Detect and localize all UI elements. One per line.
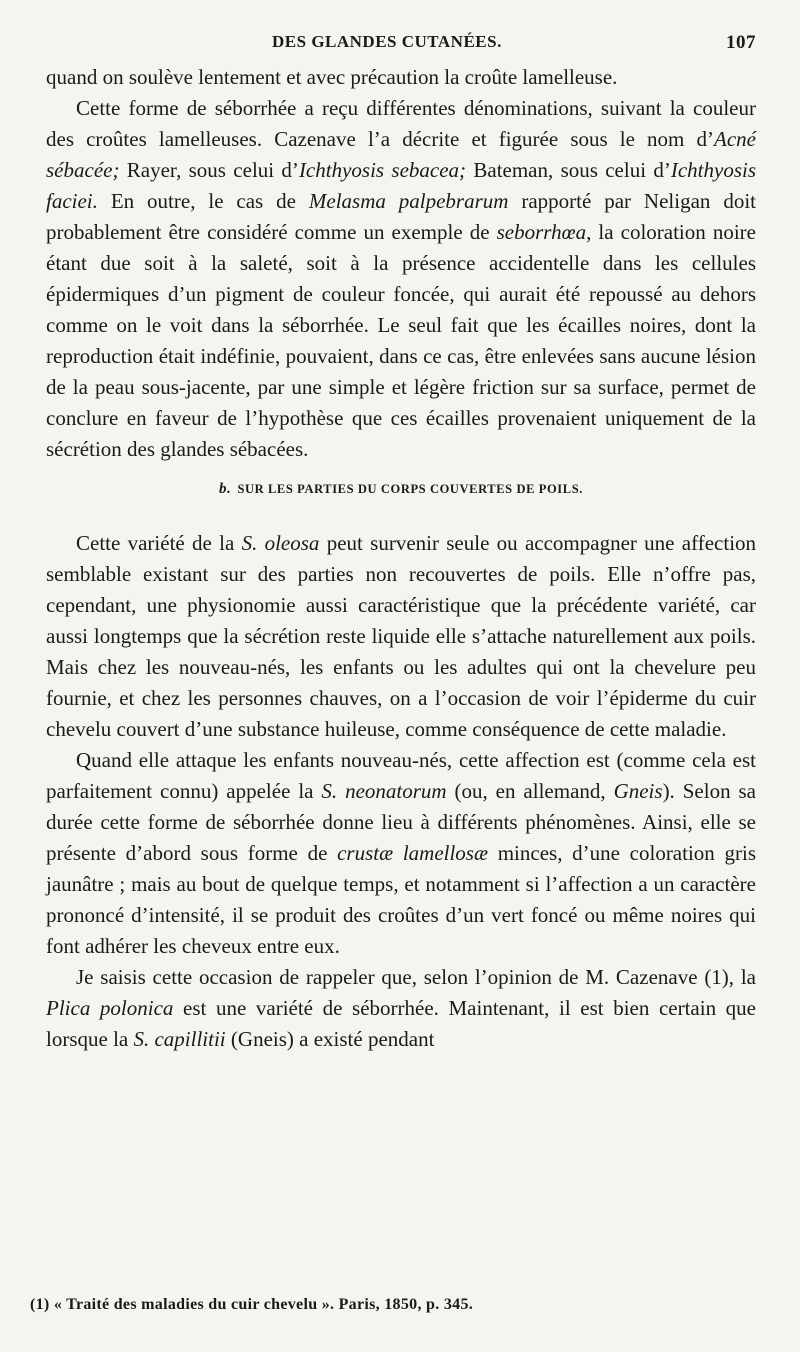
running-head	[46, 28, 756, 62]
italic-run: seborrhœa,	[496, 220, 592, 244]
text-run: quand on soulève lentement et avec précaution la croûte lamelleuse.	[46, 65, 618, 89]
page-number: 107	[726, 32, 756, 53]
paragraph	[46, 962, 756, 1055]
italic-run: Ichthyosis faciei.	[46, 158, 757, 213]
text-run: En outre, le cas de	[97, 189, 309, 213]
text-run: ). Selon sa durée cette forme de séborrhée donne lieu à différents phénomènes. Ainsi, elle se présente d’abord sous forme de	[46, 779, 756, 865]
text-run: peut survenir seule ou accompagner une affection semblable existant sur des parties non recouvertes de poils. Elle n’offre pas, cependant, une physionomie aussi caractéristique que la précédente variété, car aussi longtemps que la sécrétion reste liquide elle s’attache naturellement aux poils. Mais chez les nouveau-nés, les enfants ou les adultes qui ont la chevelure peu fournie, et chez les personnes chauves, on a l’occasion de voir l’épiderme du cuir chevelu couvert d’une substance huileuse, comme conséquence de cette maladie.	[46, 531, 757, 741]
italic-run: Acné sébacée;	[46, 127, 756, 182]
paragraph	[46, 528, 756, 745]
paragraph	[46, 62, 756, 93]
body-text	[46, 62, 756, 1055]
italic-run: Gneis	[613, 779, 663, 803]
paragraph	[46, 745, 756, 962]
text-run: la coloration noire étant due soit à la saleté, soit à la présence accidentelle dans les cellules épidermiques d’un pigment de couleur foncée, qui aurait été repoussé au dehors comme on le voit dans la séborrhée. Le seul fait que les écailles noires, dont la reproduction était indéfinie, pouvaient, dans ce cas, être enlevées sans aucune lésion de la peau sous-jacente, par une simple et légère friction sur sa surface, permet de conclure en faveur de l’hypothèse que ces écailles provenaient uniquement de la sécrétion des glandes sébacées.	[46, 220, 756, 461]
page	[46, 28, 756, 1055]
text-run: Cette variété de la	[76, 531, 242, 555]
running-title: DES GLANDES CUTANÉES.	[272, 32, 502, 51]
footnote: (1) « Traité des maladies du cuir chevelu ». Paris, 1850, p. 345.	[30, 1296, 474, 1313]
section-heading	[46, 481, 756, 498]
italic-run: Melasma palpebrarum	[308, 189, 509, 213]
italic-run: Ichthyosis sebacea;	[298, 158, 467, 182]
text-run: Quand elle attaque les enfants nouveau-nés, cette affection est (comme cela est parfaitement connu) appelée la	[46, 748, 756, 803]
italic-run: crustæ lamellosæ	[337, 841, 488, 865]
text-run: est une variété de séborrhée. Maintenant, il est bien certain que lorsque la	[46, 996, 757, 1051]
italic-run: Plica polonica	[46, 996, 174, 1020]
text-run: minces, d’une coloration gris jaunâtre ; mais au bout de quelque temps, et notamment si l’affection a un caractère prononcé d’intensité, il se produit des croûtes d’un vert foncé ou même noires qui font adhérer les cheveux entre eux.	[46, 841, 757, 958]
text-run: Je saisis cette occasion de rappeler que, selon l’opinion de M. Cazenave (1), la	[76, 965, 756, 989]
text-run: (ou, en allemand,	[446, 779, 614, 803]
italic-run: S. neonatorum	[321, 779, 447, 803]
text-run: Rayer, sous celui d’	[119, 158, 299, 182]
text-run: Cette forme de séborrhée a reçu différentes dénominations, suivant la couleur des croûtes lamelleuses. Cazenave l’a décrite et figurée sous le nom d’	[46, 96, 756, 151]
section-title: SUR LES PARTIES DU CORPS COUVERTES DE POILS.	[237, 482, 583, 496]
italic-run: S. capillitii	[133, 1027, 226, 1051]
text-run: rapporté par Neligan doit probablement être considéré comme un exemple de	[46, 189, 756, 244]
italic-run: S. oleosa	[241, 531, 320, 555]
text-run: Bateman, sous celui d’	[466, 158, 671, 182]
paragraph	[46, 93, 756, 465]
section-letter: b.	[219, 481, 232, 497]
text-run: (Gneis) a existé pendant	[225, 1027, 435, 1051]
